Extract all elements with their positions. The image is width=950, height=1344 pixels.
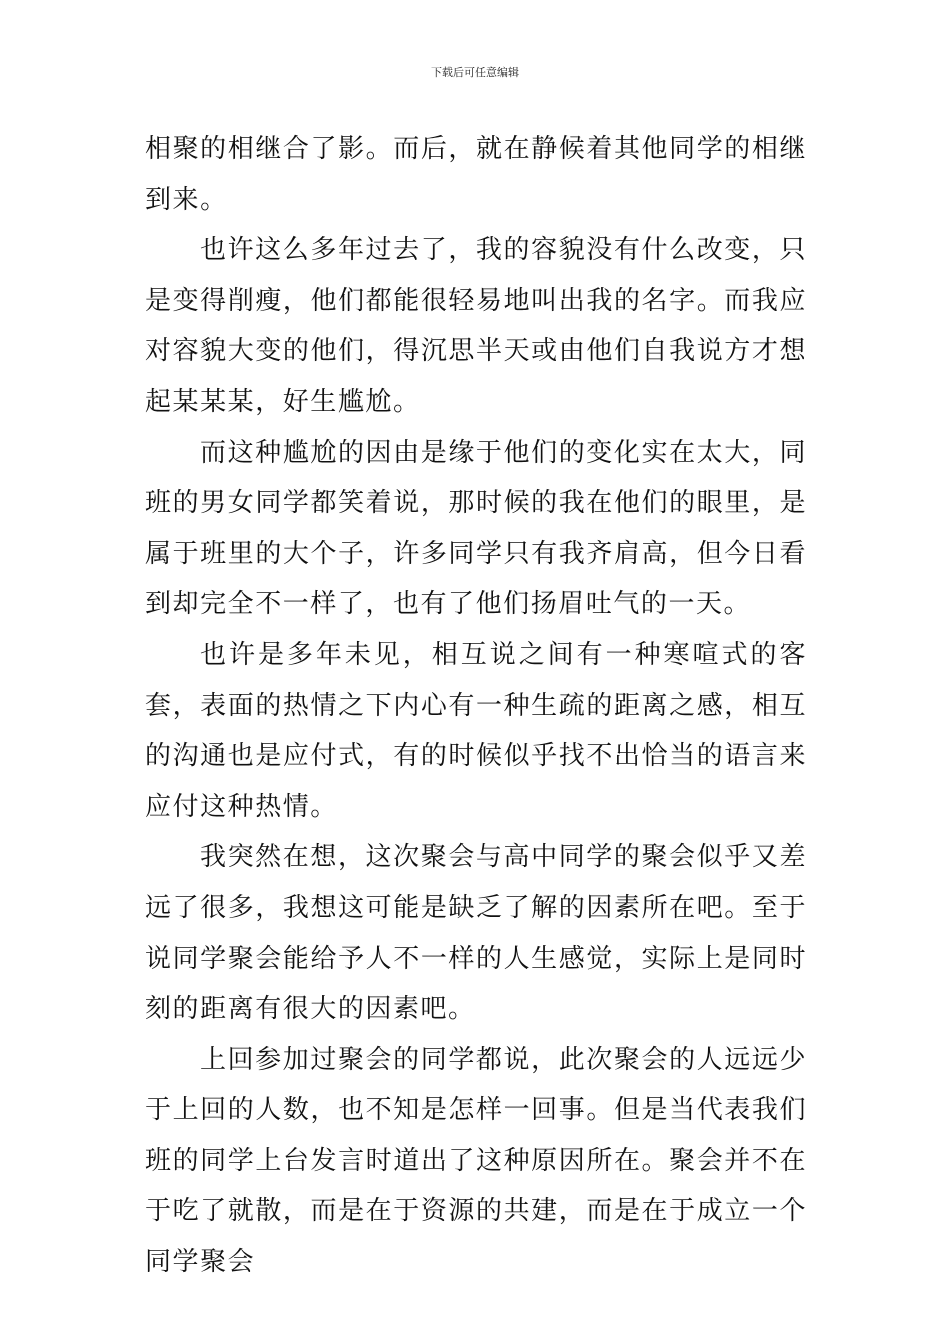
paragraph-continuation: 相聚的相继合了影。而后，就在静候着其他同学的相继到来。 bbox=[145, 134, 807, 215]
paragraph: 也许是多年未见，相互说之间有一种寒喧式的客套，表面的热情之下内心有一种生疏的距离之感，相互的沟通也是应付式，有的时候似乎找不出恰当的语言来应付这种热情。 bbox=[145, 639, 807, 822]
paragraph: 我突然在想，这次聚会与高中同学的聚会似乎又差远了很多，我想这可能是缺乏了解的因素所在吧。至于说同学聚会能给予人不一样的人生感觉，实际上是同时刻的距离有很大的因素吧。 bbox=[145, 842, 807, 1025]
page-header: 下载后可任意编辑 bbox=[431, 66, 519, 79]
paragraph: 而这种尴尬的因由是缘于他们的变化实在太大，同班的男女同学都笑着说，那时候的我在他们的眼里，是属于班里的大个子，许多同学只有我齐肩高，但今日看到却完全不一样了，也有了他们扬眉吐气的一天。 bbox=[145, 437, 807, 620]
paragraph: 也许这么多年过去了，我的容貌没有什么改变，只是变得削瘦，他们都能很轻易地叫出我的名字。而我应对容貌大变的他们，得沉思半天或由他们自我说方才想起某某某，好生尴尬。 bbox=[145, 235, 807, 417]
document-body bbox=[145, 124, 807, 1288]
paragraph: 上回参加过聚会的同学都说，此次聚会的人远远少于上回的人数，也不知是怎样一回事。但是当代表我们班的同学上台发言时道出了这种原因所在。聚会并不在于吃了就散，而是在于资源的共建，而是在于成立一个同学聚会 bbox=[145, 1044, 807, 1278]
